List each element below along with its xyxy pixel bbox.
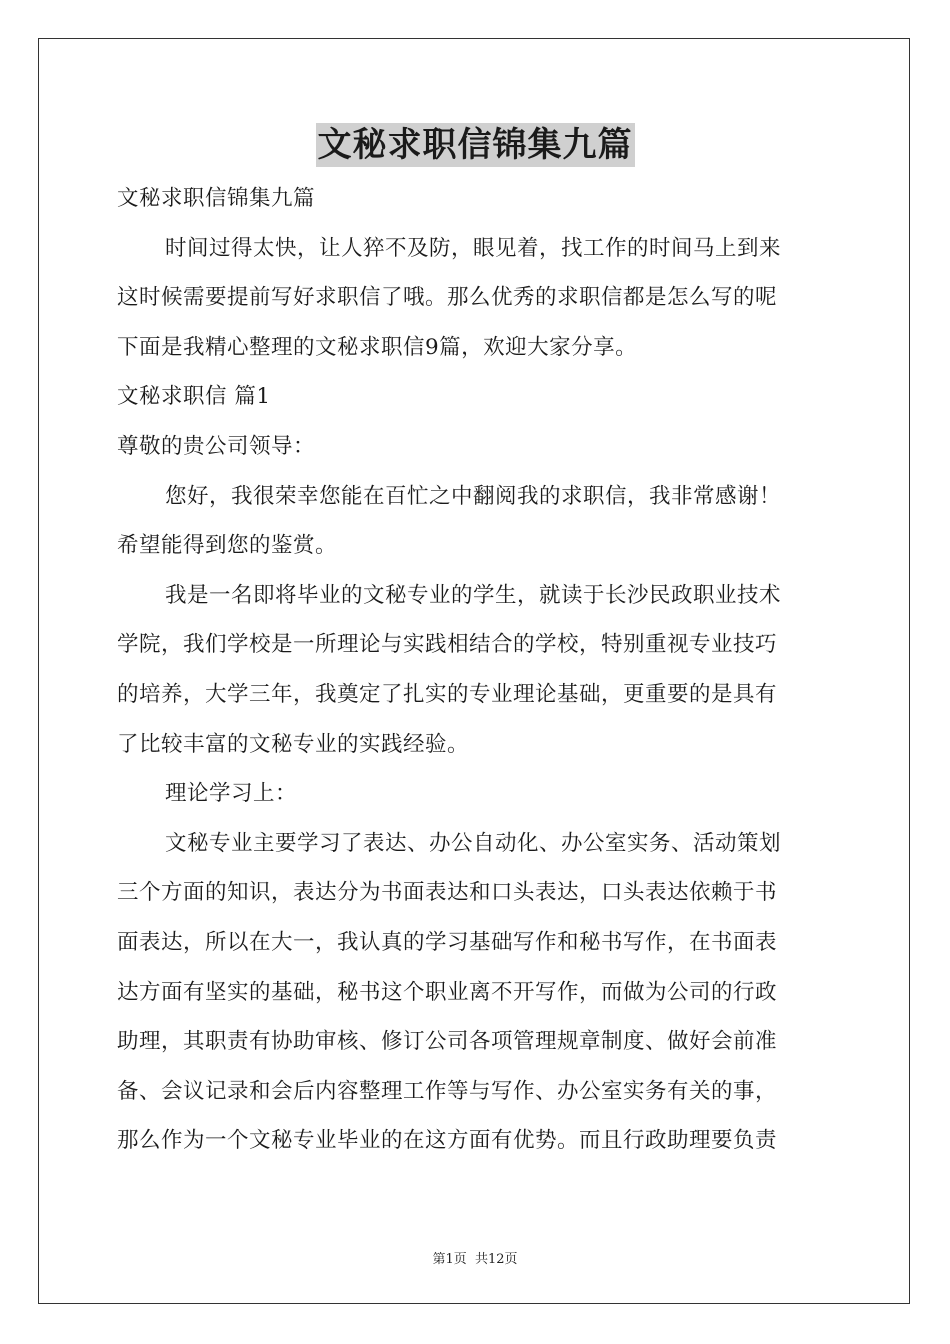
text-line: 文秘专业主要学习了表达、办公自动化、办公室实务、活动策划 xyxy=(165,830,782,856)
text-line: 文秘求职信锦集九篇 xyxy=(117,186,316,211)
text-line: 达方面有坚实的基础，秘书这个职业离不开写作，而做为公司的行政 xyxy=(117,979,778,1005)
text-line: 这时候需要提前写好求职信了哦。那么优秀的求职信都是怎么写的呢 xyxy=(117,285,778,311)
text-line: 我是一名即将毕业的文秘专业的学生，就读于长沙民政职业技术 xyxy=(165,582,782,608)
text-line: 的培养，大学三年，我奠定了扎实的专业理论基础，更重要的是具有 xyxy=(117,681,778,707)
document-title: 文秘求职信锦集九篇 xyxy=(317,125,633,165)
text-line: 了比较丰富的文秘专业的实践经验。 xyxy=(117,731,470,757)
text-line: 文秘求职信 篇1 xyxy=(117,384,271,410)
text-line: 助理，其职责有协助审核、修订公司各项管理规章制度、做好会前准 xyxy=(117,1029,778,1055)
text-line: 尊敬的贵公司领导： xyxy=(117,433,316,459)
page-number: 第1页 xyxy=(432,1252,467,1267)
text-line: 您好，我很荣幸您能在百忙之中翻阅我的求职信，我非常感谢！ xyxy=(165,483,782,509)
document-body xyxy=(117,174,835,1166)
text-line: 那么作为一个文秘专业毕业的在这方面有优势。而且行政助理要负责 xyxy=(117,1128,778,1154)
text-line: 备、会议记录和会后内容整理工作等与写作、办公室实务有关的事， xyxy=(117,1078,778,1104)
total-pages: 共12页 xyxy=(474,1252,518,1267)
text-line: 下面是我精心整理的文秘求职信9篇，欢迎大家分享。 xyxy=(117,334,638,360)
text-line: 理论学习上： xyxy=(165,781,298,807)
text-line: 学院，我们学校是一所理论与实践相结合的学校，特别重视专业技巧 xyxy=(117,632,778,658)
text-line: 面表达，所以在大一，我认真的学习基础写作和秘书写作，在书面表 xyxy=(117,929,778,955)
title-container xyxy=(0,123,950,167)
text-line: 希望能得到您的鉴赏。 xyxy=(117,533,338,559)
text-line: 时间过得太快，让人猝不及防，眼见着，找工作的时间马上到来 xyxy=(165,235,782,261)
page-footer xyxy=(0,1248,950,1267)
text-line: 三个方面的知识，表达分为书面表达和口头表达，口头表达依赖于书 xyxy=(117,880,778,906)
